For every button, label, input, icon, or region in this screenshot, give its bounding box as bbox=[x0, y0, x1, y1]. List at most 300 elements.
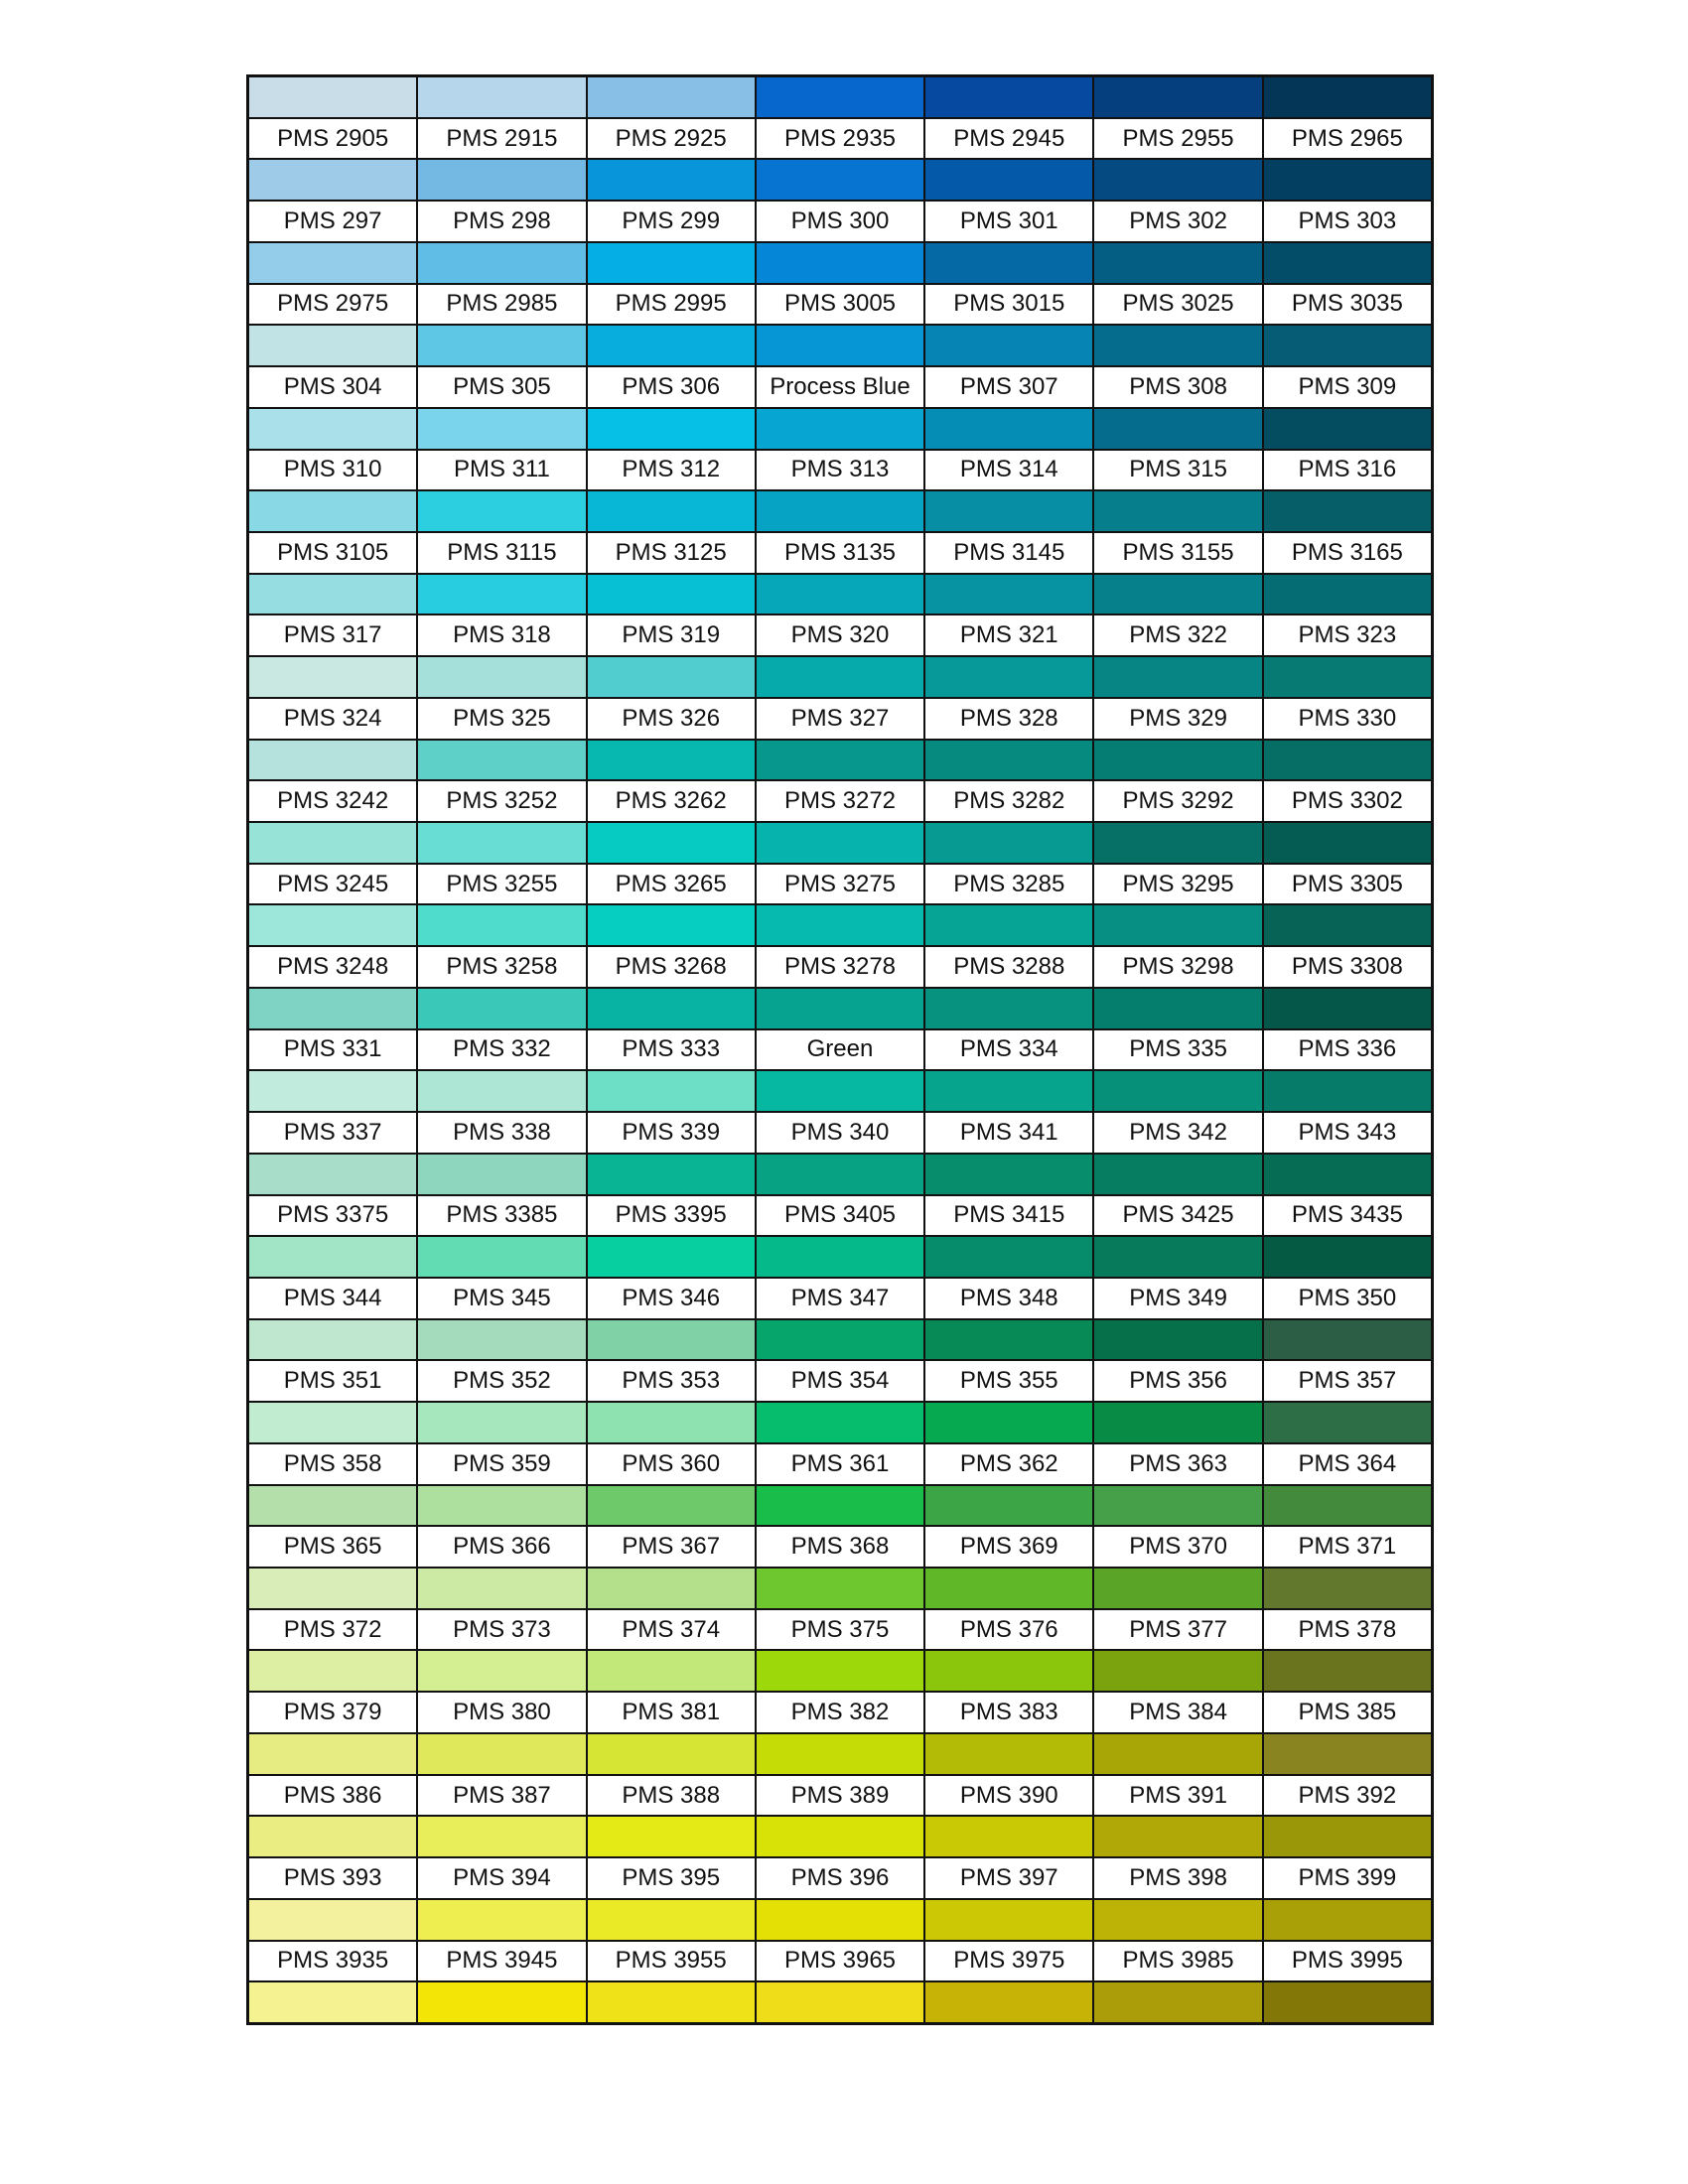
color-swatch bbox=[249, 989, 416, 1028]
color-label: PMS 315 bbox=[1094, 451, 1261, 490]
color-label: PMS 3955 bbox=[588, 1942, 755, 1981]
color-label: PMS 310 bbox=[249, 451, 416, 490]
color-label: PMS 396 bbox=[757, 1858, 923, 1898]
color-label: PMS 359 bbox=[418, 1444, 585, 1484]
color-label: PMS 382 bbox=[757, 1693, 923, 1732]
color-swatch bbox=[1264, 1569, 1431, 1608]
color-label: PMS 318 bbox=[418, 615, 585, 655]
color-swatch bbox=[1264, 657, 1431, 697]
color-swatch bbox=[1094, 1734, 1261, 1774]
color-label: PMS 2955 bbox=[1094, 119, 1261, 159]
color-swatch bbox=[1264, 1817, 1431, 1856]
color-swatch bbox=[757, 1651, 923, 1691]
color-label: PMS 384 bbox=[1094, 1693, 1261, 1732]
color-label: PMS 3282 bbox=[925, 781, 1092, 821]
color-label: PMS 2925 bbox=[588, 119, 755, 159]
color-swatch bbox=[925, 657, 1092, 697]
color-label: PMS 343 bbox=[1264, 1113, 1431, 1153]
color-label: PMS 377 bbox=[1094, 1610, 1261, 1650]
color-swatch bbox=[1094, 823, 1261, 863]
color-swatch bbox=[1094, 657, 1261, 697]
color-swatch bbox=[418, 1651, 585, 1691]
color-label: PMS 3145 bbox=[925, 533, 1092, 573]
color-label: PMS 372 bbox=[249, 1610, 416, 1650]
color-label: PMS 3985 bbox=[1094, 1942, 1261, 1981]
color-swatch bbox=[757, 905, 923, 945]
color-swatch bbox=[1264, 905, 1431, 945]
color-swatch bbox=[418, 575, 585, 614]
color-swatch bbox=[925, 409, 1092, 449]
color-label: PMS 298 bbox=[418, 202, 585, 241]
color-label: PMS 399 bbox=[1264, 1858, 1431, 1898]
color-label: PMS 346 bbox=[588, 1279, 755, 1318]
color-label: PMS 3975 bbox=[925, 1942, 1092, 1981]
color-label: PMS 319 bbox=[588, 615, 755, 655]
color-swatch bbox=[925, 575, 1092, 614]
color-swatch bbox=[418, 657, 585, 697]
color-swatch bbox=[249, 160, 416, 200]
color-label: PMS 3155 bbox=[1094, 533, 1261, 573]
color-swatch bbox=[588, 1320, 755, 1360]
color-label: PMS 324 bbox=[249, 699, 416, 739]
color-swatch bbox=[1264, 1486, 1431, 1526]
color-label: PMS 3135 bbox=[757, 533, 923, 573]
color-swatch bbox=[925, 1734, 1092, 1774]
color-swatch bbox=[249, 1237, 416, 1277]
color-swatch bbox=[418, 326, 585, 365]
color-swatch bbox=[1094, 326, 1261, 365]
color-swatch bbox=[418, 491, 585, 531]
color-swatch bbox=[588, 1734, 755, 1774]
color-swatch bbox=[249, 1817, 416, 1856]
color-label: PMS 365 bbox=[249, 1527, 416, 1567]
color-label: PMS 363 bbox=[1094, 1444, 1261, 1484]
color-label: PMS 347 bbox=[757, 1279, 923, 1318]
color-label: PMS 314 bbox=[925, 451, 1092, 490]
color-swatch bbox=[588, 1651, 755, 1691]
color-swatch bbox=[1264, 409, 1431, 449]
color-label: PMS 308 bbox=[1094, 367, 1261, 407]
color-label: PMS 301 bbox=[925, 202, 1092, 241]
color-swatch bbox=[588, 160, 755, 200]
color-label: PMS 375 bbox=[757, 1610, 923, 1650]
color-label: PMS 303 bbox=[1264, 202, 1431, 241]
color-label: PMS 341 bbox=[925, 1113, 1092, 1153]
color-label: PMS 336 bbox=[1264, 1030, 1431, 1070]
color-swatch bbox=[1264, 823, 1431, 863]
color-swatch bbox=[418, 989, 585, 1028]
color-label: PMS 3115 bbox=[418, 533, 585, 573]
color-swatch bbox=[925, 1403, 1092, 1442]
color-label: PMS 3385 bbox=[418, 1196, 585, 1236]
color-swatch bbox=[418, 1817, 585, 1856]
color-label: PMS 378 bbox=[1264, 1610, 1431, 1650]
color-swatch bbox=[418, 741, 585, 780]
color-label: PMS 306 bbox=[588, 367, 755, 407]
color-swatch bbox=[757, 575, 923, 614]
color-label: PMS 2905 bbox=[249, 119, 416, 159]
color-swatch bbox=[1094, 1817, 1261, 1856]
color-label: PMS 354 bbox=[757, 1361, 923, 1401]
color-swatch bbox=[1094, 741, 1261, 780]
color-swatch bbox=[1264, 1734, 1431, 1774]
color-swatch bbox=[925, 1982, 1092, 2022]
color-label: PMS 3165 bbox=[1264, 533, 1431, 573]
color-swatch bbox=[249, 77, 416, 117]
color-label: PMS 388 bbox=[588, 1776, 755, 1816]
color-swatch bbox=[1094, 1651, 1261, 1691]
color-swatch bbox=[1264, 1900, 1431, 1940]
color-swatch bbox=[1094, 989, 1261, 1028]
color-label: PMS 356 bbox=[1094, 1361, 1261, 1401]
color-label: PMS 376 bbox=[925, 1610, 1092, 1650]
color-label: PMS 2965 bbox=[1264, 119, 1431, 159]
color-swatch bbox=[588, 243, 755, 283]
color-swatch bbox=[1264, 1403, 1431, 1442]
color-label: PMS 391 bbox=[1094, 1776, 1261, 1816]
color-swatch bbox=[925, 77, 1092, 117]
color-label: PMS 2975 bbox=[249, 285, 416, 325]
color-swatch bbox=[249, 1900, 416, 1940]
color-label: PMS 317 bbox=[249, 615, 416, 655]
color-label: PMS 331 bbox=[249, 1030, 416, 1070]
color-label: PMS 3298 bbox=[1094, 947, 1261, 987]
color-label: PMS 370 bbox=[1094, 1527, 1261, 1567]
color-swatch bbox=[418, 1486, 585, 1526]
color-swatch bbox=[588, 657, 755, 697]
color-label: PMS 3375 bbox=[249, 1196, 416, 1236]
color-label: PMS 3265 bbox=[588, 865, 755, 904]
color-label: PMS 338 bbox=[418, 1113, 585, 1153]
color-swatch bbox=[249, 575, 416, 614]
color-label: PMS 3015 bbox=[925, 285, 1092, 325]
color-swatch bbox=[588, 741, 755, 780]
color-swatch bbox=[249, 243, 416, 283]
color-swatch bbox=[418, 823, 585, 863]
color-swatch bbox=[757, 409, 923, 449]
color-swatch bbox=[1264, 989, 1431, 1028]
color-label: PMS 393 bbox=[249, 1858, 416, 1898]
color-swatch bbox=[757, 326, 923, 365]
color-swatch bbox=[757, 823, 923, 863]
color-label: Process Blue bbox=[757, 367, 923, 407]
color-label: PMS 394 bbox=[418, 1858, 585, 1898]
color-label: PMS 302 bbox=[1094, 202, 1261, 241]
color-swatch bbox=[757, 989, 923, 1028]
color-swatch bbox=[418, 1569, 585, 1608]
color-swatch bbox=[588, 1817, 755, 1856]
color-swatch bbox=[757, 657, 923, 697]
color-label: PMS 387 bbox=[418, 1776, 585, 1816]
color-swatch bbox=[1264, 741, 1431, 780]
color-label: PMS 300 bbox=[757, 202, 923, 241]
color-label: PMS 367 bbox=[588, 1527, 755, 1567]
color-label: PMS 3035 bbox=[1264, 285, 1431, 325]
color-label: PMS 3252 bbox=[418, 781, 585, 821]
color-label: PMS 351 bbox=[249, 1361, 416, 1401]
color-swatch bbox=[1094, 1071, 1261, 1111]
color-swatch bbox=[1264, 1320, 1431, 1360]
color-label: PMS 333 bbox=[588, 1030, 755, 1070]
color-swatch bbox=[1094, 1237, 1261, 1277]
color-label: PMS 321 bbox=[925, 615, 1092, 655]
color-swatch bbox=[1094, 1569, 1261, 1608]
color-swatch bbox=[249, 1651, 416, 1691]
color-label: PMS 386 bbox=[249, 1776, 416, 1816]
color-label: PMS 373 bbox=[418, 1610, 585, 1650]
color-swatch bbox=[588, 1486, 755, 1526]
color-label: PMS 3275 bbox=[757, 865, 923, 904]
color-label: PMS 2995 bbox=[588, 285, 755, 325]
color-swatch bbox=[588, 77, 755, 117]
color-swatch bbox=[588, 491, 755, 531]
color-label: PMS 3278 bbox=[757, 947, 923, 987]
color-label: PMS 325 bbox=[418, 699, 585, 739]
color-label: PMS 3242 bbox=[249, 781, 416, 821]
color-swatch bbox=[925, 243, 1092, 283]
color-label: PMS 369 bbox=[925, 1527, 1092, 1567]
color-swatch bbox=[757, 77, 923, 117]
color-label: PMS 2915 bbox=[418, 119, 585, 159]
color-swatch bbox=[249, 741, 416, 780]
color-label: PMS 358 bbox=[249, 1444, 416, 1484]
color-label: PMS 366 bbox=[418, 1527, 585, 1567]
color-swatch bbox=[249, 409, 416, 449]
color-swatch bbox=[925, 741, 1092, 780]
color-swatch bbox=[757, 1320, 923, 1360]
color-swatch bbox=[588, 1900, 755, 1940]
color-swatch bbox=[249, 1982, 416, 2022]
color-swatch bbox=[249, 823, 416, 863]
color-swatch bbox=[757, 1403, 923, 1442]
color-swatch bbox=[1094, 409, 1261, 449]
color-label: PMS 3248 bbox=[249, 947, 416, 987]
color-swatch bbox=[925, 1237, 1092, 1277]
color-swatch bbox=[249, 657, 416, 697]
pms-color-chart bbox=[246, 74, 1434, 2025]
color-swatch bbox=[588, 1982, 755, 2022]
color-swatch bbox=[1264, 1982, 1431, 2022]
color-swatch bbox=[588, 989, 755, 1028]
color-label: PMS 357 bbox=[1264, 1361, 1431, 1401]
color-label: PMS 313 bbox=[757, 451, 923, 490]
color-swatch bbox=[249, 491, 416, 531]
color-label: PMS 332 bbox=[418, 1030, 585, 1070]
color-swatch bbox=[588, 1569, 755, 1608]
color-label: PMS 299 bbox=[588, 202, 755, 241]
color-swatch bbox=[249, 1486, 416, 1526]
color-label: PMS 297 bbox=[249, 202, 416, 241]
color-swatch bbox=[925, 1817, 1092, 1856]
color-swatch bbox=[1264, 1237, 1431, 1277]
color-label: PMS 3268 bbox=[588, 947, 755, 987]
color-swatch bbox=[925, 1651, 1092, 1691]
color-label: PMS 3005 bbox=[757, 285, 923, 325]
color-swatch bbox=[588, 1071, 755, 1111]
color-label: PMS 3302 bbox=[1264, 781, 1431, 821]
color-swatch bbox=[925, 1900, 1092, 1940]
color-label: PMS 304 bbox=[249, 367, 416, 407]
color-swatch bbox=[249, 326, 416, 365]
color-swatch bbox=[249, 1320, 416, 1360]
color-label: PMS 3405 bbox=[757, 1196, 923, 1236]
color-swatch bbox=[1264, 1071, 1431, 1111]
color-swatch bbox=[1094, 1155, 1261, 1194]
color-swatch bbox=[418, 1320, 585, 1360]
color-swatch bbox=[757, 741, 923, 780]
color-label: PMS 330 bbox=[1264, 699, 1431, 739]
color-swatch bbox=[925, 326, 1092, 365]
color-label: PMS 348 bbox=[925, 1279, 1092, 1318]
color-label: PMS 383 bbox=[925, 1693, 1092, 1732]
color-label: PMS 322 bbox=[1094, 615, 1261, 655]
color-swatch bbox=[925, 823, 1092, 863]
color-label: PMS 379 bbox=[249, 1693, 416, 1732]
color-swatch bbox=[1094, 243, 1261, 283]
color-label: PMS 328 bbox=[925, 699, 1092, 739]
color-label: PMS 323 bbox=[1264, 615, 1431, 655]
color-label: PMS 329 bbox=[1094, 699, 1261, 739]
color-swatch bbox=[418, 1982, 585, 2022]
color-label: Green bbox=[757, 1030, 923, 1070]
color-swatch bbox=[1094, 1982, 1261, 2022]
color-swatch bbox=[1264, 243, 1431, 283]
color-label: PMS 3262 bbox=[588, 781, 755, 821]
color-swatch bbox=[1094, 160, 1261, 200]
color-label: PMS 361 bbox=[757, 1444, 923, 1484]
color-label: PMS 307 bbox=[925, 367, 1092, 407]
color-swatch bbox=[418, 1734, 585, 1774]
color-label: PMS 3288 bbox=[925, 947, 1092, 987]
color-swatch bbox=[1094, 905, 1261, 945]
color-label: PMS 389 bbox=[757, 1776, 923, 1816]
color-swatch bbox=[925, 989, 1092, 1028]
color-swatch bbox=[588, 1237, 755, 1277]
color-swatch bbox=[588, 1403, 755, 1442]
color-label: PMS 3272 bbox=[757, 781, 923, 821]
color-label: PMS 3425 bbox=[1094, 1196, 1261, 1236]
color-swatch bbox=[925, 1071, 1092, 1111]
color-swatch bbox=[588, 823, 755, 863]
color-label: PMS 355 bbox=[925, 1361, 1092, 1401]
color-label: PMS 349 bbox=[1094, 1279, 1261, 1318]
color-swatch bbox=[588, 575, 755, 614]
color-swatch bbox=[588, 1155, 755, 1194]
color-swatch bbox=[418, 243, 585, 283]
color-swatch bbox=[418, 409, 585, 449]
color-label: PMS 312 bbox=[588, 451, 755, 490]
color-swatch bbox=[1094, 1403, 1261, 1442]
color-label: PMS 352 bbox=[418, 1361, 585, 1401]
color-swatch bbox=[925, 1569, 1092, 1608]
color-swatch bbox=[925, 905, 1092, 945]
color-swatch bbox=[1264, 575, 1431, 614]
color-label: PMS 334 bbox=[925, 1030, 1092, 1070]
color-label: PMS 2985 bbox=[418, 285, 585, 325]
color-swatch bbox=[249, 905, 416, 945]
color-label: PMS 2935 bbox=[757, 119, 923, 159]
color-label: PMS 3292 bbox=[1094, 781, 1261, 821]
color-swatch bbox=[925, 1320, 1092, 1360]
color-swatch bbox=[1264, 160, 1431, 200]
color-label: PMS 320 bbox=[757, 615, 923, 655]
color-label: PMS 345 bbox=[418, 1279, 585, 1318]
color-swatch bbox=[588, 409, 755, 449]
color-label: PMS 3305 bbox=[1264, 865, 1431, 904]
color-label: PMS 3105 bbox=[249, 533, 416, 573]
color-label: PMS 368 bbox=[757, 1527, 923, 1567]
color-swatch bbox=[588, 326, 755, 365]
color-label: PMS 362 bbox=[925, 1444, 1092, 1484]
color-label: PMS 335 bbox=[1094, 1030, 1261, 1070]
color-swatch bbox=[418, 160, 585, 200]
color-swatch bbox=[757, 1071, 923, 1111]
color-label: PMS 3395 bbox=[588, 1196, 755, 1236]
color-label: PMS 371 bbox=[1264, 1527, 1431, 1567]
color-label: PMS 397 bbox=[925, 1858, 1092, 1898]
color-swatch bbox=[757, 1982, 923, 2022]
color-swatch bbox=[1264, 1155, 1431, 1194]
color-swatch bbox=[418, 1155, 585, 1194]
color-swatch bbox=[925, 491, 1092, 531]
color-label: PMS 390 bbox=[925, 1776, 1092, 1816]
color-swatch bbox=[249, 1734, 416, 1774]
color-label: PMS 3935 bbox=[249, 1942, 416, 1981]
color-swatch bbox=[1094, 1900, 1261, 1940]
color-swatch bbox=[757, 243, 923, 283]
color-label: PMS 3415 bbox=[925, 1196, 1092, 1236]
color-swatch bbox=[1094, 491, 1261, 531]
color-swatch bbox=[757, 491, 923, 531]
color-swatch bbox=[1094, 1486, 1261, 1526]
color-label: PMS 353 bbox=[588, 1361, 755, 1401]
color-label: PMS 385 bbox=[1264, 1693, 1431, 1732]
color-swatch bbox=[1264, 1651, 1431, 1691]
color-label: PMS 3025 bbox=[1094, 285, 1261, 325]
color-label: PMS 360 bbox=[588, 1444, 755, 1484]
color-swatch bbox=[1264, 326, 1431, 365]
color-label: PMS 3255 bbox=[418, 865, 585, 904]
color-swatch bbox=[249, 1569, 416, 1608]
color-swatch bbox=[757, 1817, 923, 1856]
color-label: PMS 305 bbox=[418, 367, 585, 407]
color-swatch bbox=[757, 1734, 923, 1774]
color-swatch bbox=[418, 1900, 585, 1940]
color-swatch bbox=[1094, 575, 1261, 614]
color-swatch bbox=[757, 1900, 923, 1940]
color-swatch bbox=[418, 1403, 585, 1442]
color-label: PMS 327 bbox=[757, 699, 923, 739]
color-swatch bbox=[925, 1486, 1092, 1526]
color-label: PMS 344 bbox=[249, 1279, 416, 1318]
color-label: PMS 3245 bbox=[249, 865, 416, 904]
color-swatch bbox=[925, 160, 1092, 200]
color-swatch bbox=[418, 905, 585, 945]
color-label: PMS 3285 bbox=[925, 865, 1092, 904]
color-swatch bbox=[249, 1403, 416, 1442]
color-label: PMS 337 bbox=[249, 1113, 416, 1153]
color-label: PMS 381 bbox=[588, 1693, 755, 1732]
color-label: PMS 316 bbox=[1264, 451, 1431, 490]
color-swatch bbox=[925, 1155, 1092, 1194]
color-label: PMS 3945 bbox=[418, 1942, 585, 1981]
color-label: PMS 339 bbox=[588, 1113, 755, 1153]
color-label: PMS 398 bbox=[1094, 1858, 1261, 1898]
color-label: PMS 364 bbox=[1264, 1444, 1431, 1484]
color-swatch bbox=[249, 1155, 416, 1194]
color-swatch bbox=[757, 1486, 923, 1526]
color-swatch bbox=[757, 1569, 923, 1608]
